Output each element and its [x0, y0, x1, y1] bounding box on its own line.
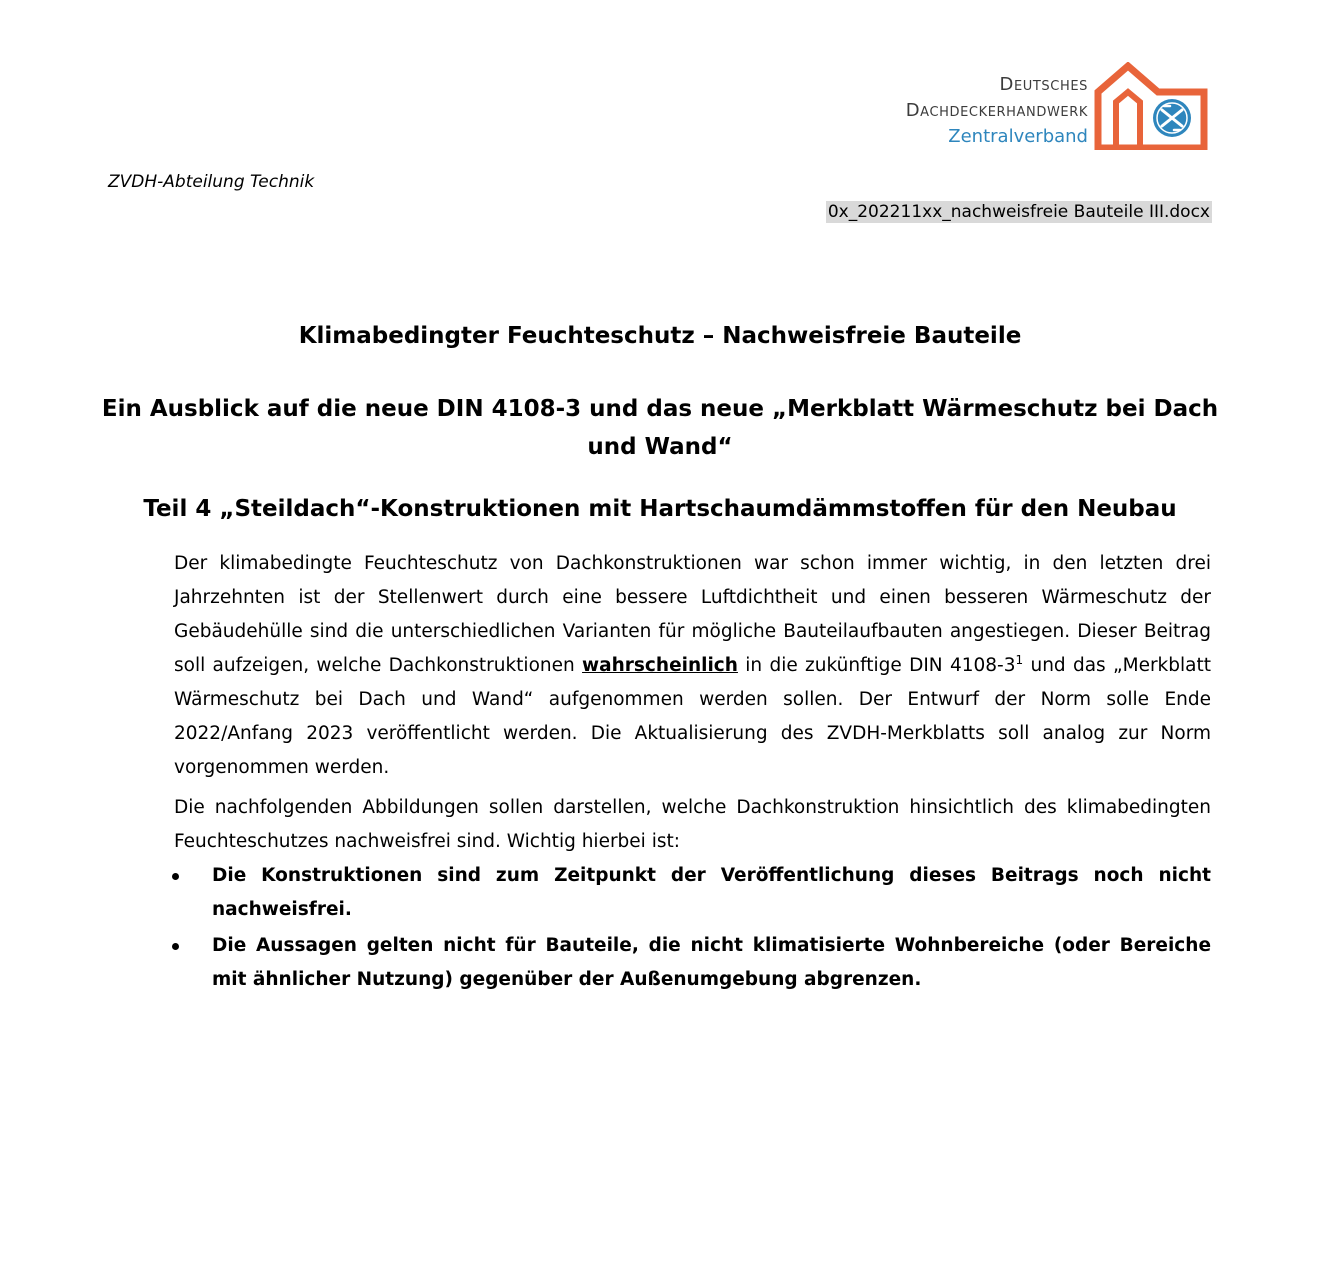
footnote-reference[interactable]: 1 — [1015, 652, 1024, 667]
intro-text-part3: und das „Merkblatt Wärmeschutz bei Dach und Wand“ aufgenommen werden sollen. Der Entwurf der Norm solle Ende 2022/Anfang 2023 veröffentlicht werden. Die Aktualisierung des ZVDH-Merkblatts soll analog zur Norm vorgenommen werden. — [174, 655, 1211, 778]
bullet-text: Die Aussagen gelten nicht für Bauteile, die nicht klimatisierte Wohnbereiche (oder Bereiche mit ähnlicher Nutzung) gegenüber der Außenumgebung abgrenzen. — [212, 935, 1211, 990]
logo-line-deutsches: Deutsches — [999, 74, 1088, 95]
document-subtitle: Ein Ausblick auf die neue DIN 4108-3 und das neue „Merkblatt Wärmeschutz bei Dach und Wand“ — [101, 396, 1219, 460]
document-body — [174, 547, 1211, 999]
document-title: Klimabedingter Feuchteschutz – Nachweisfreie Bauteile — [298, 323, 1022, 349]
document-filename: 0x_202211xx_nachweisfreie Bauteile III.docx — [827, 202, 1210, 222]
intro-paragraph — [174, 547, 1211, 785]
roof-emblem-icon — [1094, 62, 1208, 150]
bullet-icon — [172, 943, 179, 950]
intro-text-part2: in die zukünftige DIN 4108-3 — [745, 655, 1016, 676]
bullet-text: Die Konstruktionen sind zum Zeitpunkt der Veröffentlichung dieses Beitrags noch nicht nachweisfrei. — [212, 865, 1211, 920]
emphasis-word: wahrscheinlich — [582, 655, 738, 676]
bullet-list — [174, 859, 1211, 997]
bullet-item — [174, 859, 1211, 927]
bullet-icon — [172, 873, 179, 880]
figures-intro-paragraph: Die nachfolgenden Abbildungen sollen darstellen, welche Dachkonstruktion hinsichtlich des klimabedingten Feuchteschutzes nachweisfrei sind. Wichtig hierbei ist: — [174, 797, 1211, 852]
zvdh-logo — [828, 62, 1208, 152]
logo-wordmark — [906, 72, 1088, 150]
logo-line-zentralverband: Zentralverband — [948, 126, 1088, 147]
intro-text-part1: Der klimabedingte Feuchteschutz von Dachkonstruktionen war schon immer wichtig, in den letzten drei Jahrzehnten ist der Stellenwert durch eine bessere Luftdichtheit und einen besseren Wärmeschutz der Gebäudehülle sind die unterschiedlichen Varianten für mögliche Bauteilaufbauten angestiegen. Dieser Beitrag soll aufzeigen, welche Dachkonstruktionen — [174, 553, 1211, 676]
department-label: ZVDH-Abteilung Technik — [108, 172, 315, 192]
section-heading: Teil 4 „Steildach“-Konstruktionen mit Hartschaumdämmstoffen für den Neubau — [143, 496, 1177, 522]
logo-line-dachdeckerhandwerk: Dachdeckerhandwerk — [905, 100, 1088, 121]
bullet-item — [174, 929, 1211, 997]
